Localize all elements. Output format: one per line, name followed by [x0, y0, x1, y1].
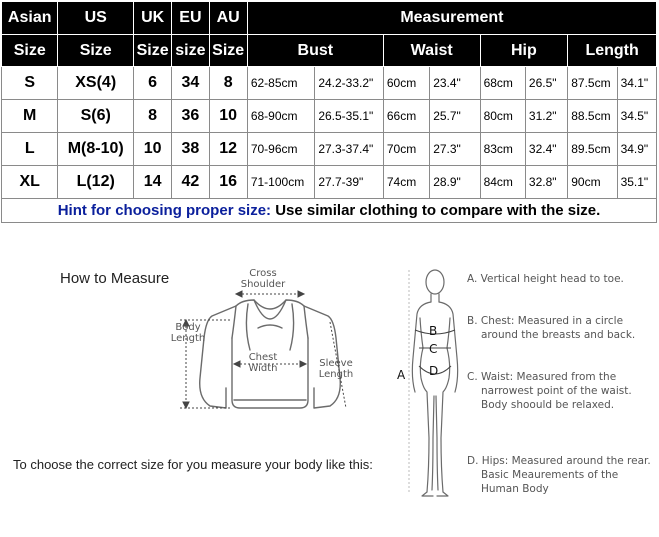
table-row — [2, 133, 657, 166]
cell-us: S(6) — [58, 100, 134, 133]
cross-shoulder-line2: Shoulder — [240, 279, 286, 290]
cell-length-cm: 88.5cm — [568, 100, 617, 133]
body-length-label — [168, 322, 208, 344]
cell-us: M(8-10) — [58, 133, 134, 166]
note-chest — [467, 314, 652, 342]
cell-asian: S — [2, 67, 58, 100]
chest-width-line1: Chest — [248, 352, 278, 363]
cell-length-cm: 90cm — [568, 166, 617, 199]
cell-waist-in: 27.3" — [430, 133, 480, 166]
cell-asian: L — [2, 133, 58, 166]
cell-length-cm: 89.5cm — [568, 133, 617, 166]
cell-uk: 10 — [133, 133, 171, 166]
cell-eu: 34 — [172, 67, 209, 100]
cell-waist-cm: 60cm — [383, 67, 429, 100]
header-uk-size: Size — [133, 35, 171, 67]
header-row-2 — [2, 35, 657, 67]
hint-cell — [2, 199, 657, 223]
cell-length-in: 34.9" — [617, 133, 656, 166]
cell-bust-cm: 70-96cm — [247, 133, 315, 166]
sleeve-length-line2: Length — [318, 369, 354, 380]
cell-length-in: 35.1" — [617, 166, 656, 199]
cell-asian: XL — [2, 166, 58, 199]
hint-label: Hint for choosing proper size: — [57, 202, 272, 219]
header-eu — [172, 2, 209, 35]
cell-asian: M — [2, 100, 58, 133]
cell-uk: 6 — [133, 67, 171, 100]
cell-eu: 42 — [172, 166, 209, 199]
header-eu-size: size — [172, 35, 209, 67]
header-us-size: Size — [58, 35, 134, 67]
header-hip: Hip — [480, 35, 568, 67]
note-waist — [467, 370, 652, 412]
cell-length-in: 34.1" — [617, 67, 656, 100]
cell-uk: 8 — [133, 100, 171, 133]
header-row-1 — [2, 2, 657, 35]
note-hips-text: D. Hips: Measured around the rear. Basic Meaurements of the Human Body — [467, 455, 651, 495]
chest-width-label — [242, 352, 284, 374]
choose-size-instruction: To choose the correct size for you measure your body like this: — [13, 457, 373, 472]
cell-hip-in: 32.8" — [525, 166, 567, 199]
cell-us: L(12) — [58, 166, 134, 199]
mark-d: D — [429, 364, 439, 378]
cell-waist-in: 25.7" — [430, 100, 480, 133]
cross-shoulder-line1: Cross — [249, 268, 277, 279]
mark-b: B — [429, 324, 438, 338]
header-waist: Waist — [383, 35, 480, 67]
header-bust: Bust — [247, 35, 383, 67]
body-length-line1: Body — [175, 322, 201, 333]
cell-hip-cm: 84cm — [480, 166, 525, 199]
human-body-figure — [405, 268, 465, 498]
mark-a: A — [397, 368, 406, 382]
hint-row — [2, 199, 657, 223]
cell-waist-in: 23.4" — [430, 67, 480, 100]
cell-hip-in: 26.5" — [525, 67, 567, 100]
cell-uk: 14 — [133, 166, 171, 199]
cell-au: 10 — [209, 100, 247, 133]
chest-width-line2: Width — [248, 363, 278, 374]
note-chest-text: B. Chest: Measured in a circle around the breasts and back. — [467, 315, 636, 341]
mark-c: C — [429, 342, 438, 356]
cell-us: XS(4) — [58, 67, 134, 100]
cell-waist-cm: 74cm — [383, 166, 429, 199]
body-length-line2: Length — [170, 333, 206, 344]
cell-eu: 36 — [172, 100, 209, 133]
note-height-text: A. Vertical height head to toe. — [467, 273, 624, 285]
cell-au: 16 — [209, 166, 247, 199]
header-uk: UK — [133, 2, 171, 35]
table-row — [2, 100, 657, 133]
cell-waist-cm: 66cm — [383, 100, 429, 133]
cell-length-in: 34.5" — [617, 100, 656, 133]
cell-waist-in: 28.9" — [430, 166, 480, 199]
cell-hip-cm: 83cm — [480, 133, 525, 166]
sleeve-length-line1: Sleeve — [319, 358, 353, 369]
note-waist-text: C. Waist: Measured from the narrowest point of the waist. Body shoould be relaxed. — [467, 371, 632, 411]
cell-au: 12 — [209, 133, 247, 166]
header-us: US — [58, 2, 134, 35]
note-hips — [467, 454, 652, 496]
cell-bust-cm: 68-90cm — [247, 100, 315, 133]
table-row — [2, 67, 657, 100]
header-measurement: Measurement — [247, 2, 656, 35]
note-height — [467, 272, 652, 286]
cell-bust-in: 27.3-37.4" — [315, 133, 384, 166]
size-chart-table — [1, 1, 657, 223]
cell-length-cm: 87.5cm — [568, 67, 617, 100]
header-au-size: Size — [209, 35, 247, 67]
header-eu-text: EU — [179, 9, 202, 26]
table-row — [2, 166, 657, 199]
header-asian-size: Size — [2, 35, 58, 67]
hint-text: Use similar clothing to compare with the size. — [271, 202, 601, 219]
header-asian: Asian — [2, 2, 58, 35]
cell-au: 8 — [209, 67, 247, 100]
cross-shoulder-label — [232, 268, 294, 290]
cell-hip-in: 31.2" — [525, 100, 567, 133]
cell-hip-cm: 80cm — [480, 100, 525, 133]
header-length: Length — [568, 35, 657, 67]
sleeve-length-label — [314, 358, 358, 380]
cell-hip-in: 32.4" — [525, 133, 567, 166]
cell-hip-cm: 68cm — [480, 67, 525, 100]
cell-eu: 38 — [172, 133, 209, 166]
cell-waist-cm: 70cm — [383, 133, 429, 166]
cell-bust-in: 26.5-35.1" — [315, 100, 384, 133]
cell-bust-cm: 71-100cm — [247, 166, 315, 199]
how-to-measure-title: How to Measure — [60, 270, 170, 287]
cell-bust-in: 24.2-33.2" — [315, 67, 384, 100]
cell-bust-in: 27.7-39" — [315, 166, 384, 199]
header-au: AU — [209, 2, 247, 35]
cell-bust-cm: 62-85cm — [247, 67, 315, 100]
